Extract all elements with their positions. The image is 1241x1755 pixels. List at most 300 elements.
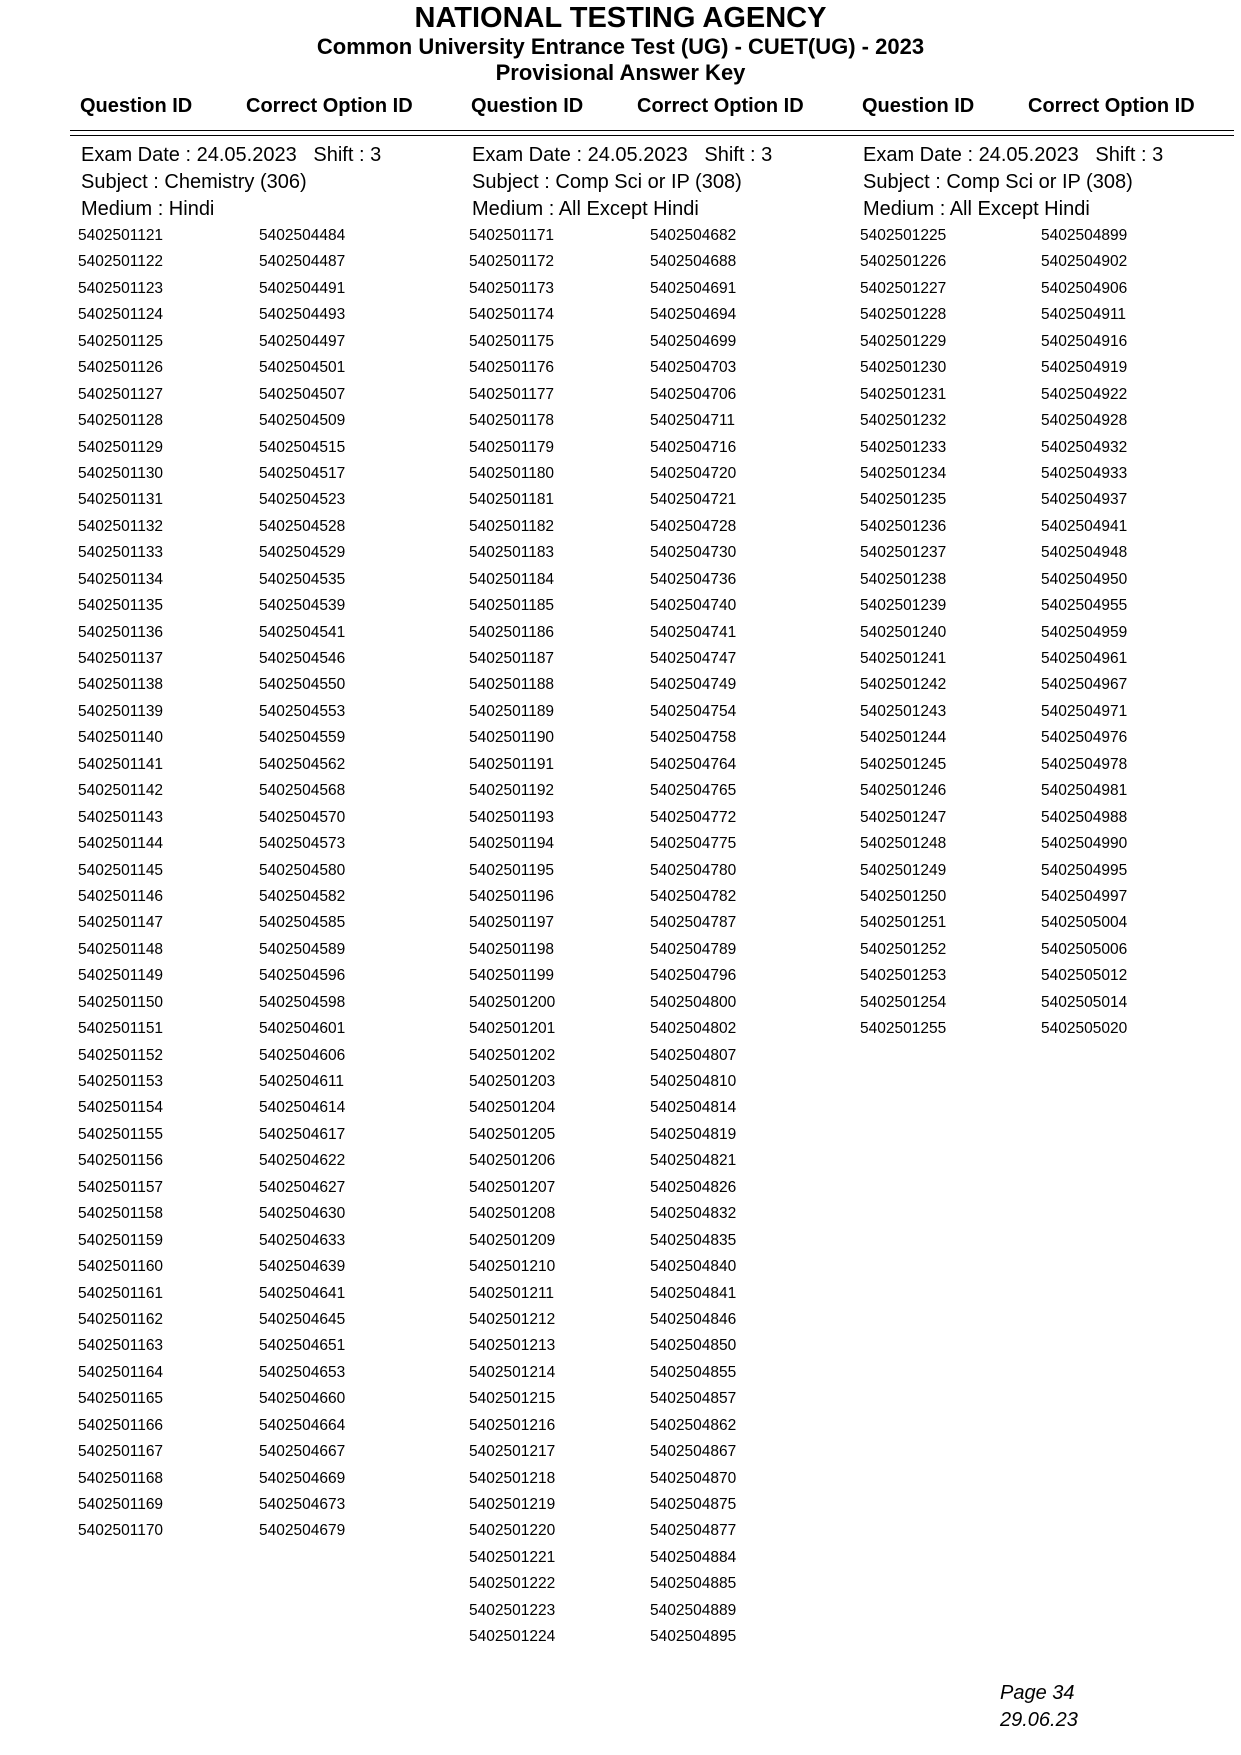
- question-id: 5402501236: [860, 517, 947, 535]
- answer-row: [78, 249, 471, 275]
- question-id: 5402501137: [78, 650, 164, 667]
- correct-option-id: 5402504937: [1041, 491, 1128, 509]
- answer-row: [78, 435, 471, 461]
- answer-row: [78, 1413, 471, 1439]
- correct-option-id: 5402504699: [650, 332, 737, 350]
- correct-option-id: 5402504730: [650, 544, 737, 562]
- correct-option-id: 5402504688: [650, 253, 737, 271]
- question-id: 5402501143: [78, 808, 164, 826]
- question-id: 5402501171: [469, 227, 555, 244]
- answer-row: [469, 382, 862, 408]
- answer-row: [78, 620, 471, 646]
- correct-option-id: 5402504667: [259, 1443, 346, 1461]
- answer-row: [78, 858, 471, 884]
- correct-option-id: 5402504933: [1041, 464, 1128, 482]
- correct-option-id: 5402504515: [259, 438, 346, 456]
- correct-option-id: 5402504703: [650, 359, 737, 377]
- correct-option-id: 5402504941: [1041, 517, 1128, 535]
- question-id: 5402501130: [78, 464, 164, 482]
- answer-row: [469, 461, 862, 487]
- medium: Medium : All Except Hindi: [472, 198, 699, 220]
- question-id: 5402501180: [469, 464, 555, 482]
- answer-row: [78, 990, 471, 1016]
- question-id: 5402501245: [860, 755, 947, 773]
- question-id: 5402501193: [469, 808, 555, 826]
- answer-row: [469, 1016, 862, 1042]
- question-id: 5402501251: [860, 914, 947, 932]
- correct-option-id: 5402504598: [259, 993, 346, 1011]
- correct-option-id: 5402504877: [650, 1522, 737, 1540]
- correct-option-id: 5402504850: [650, 1337, 737, 1355]
- correct-option-id: 5402505020: [1041, 1020, 1128, 1038]
- answer-row: [860, 461, 1241, 487]
- correct-option-id: 5402504630: [259, 1205, 346, 1223]
- question-id: 5402501206: [469, 1152, 556, 1170]
- answer-row: [78, 1281, 471, 1307]
- question-id: 5402501237: [860, 544, 947, 562]
- correct-option-id: 5402504819: [650, 1125, 737, 1143]
- question-id: 5402501127: [78, 385, 164, 403]
- answer-row: [78, 884, 471, 910]
- correct-option-id: 5402504754: [650, 702, 737, 720]
- question-id: 5402501199: [469, 967, 555, 985]
- question-id: 5402501147: [78, 914, 164, 932]
- column-header-correct-option-id: Correct Option ID: [246, 95, 413, 117]
- correct-option-id: 5402504585: [259, 914, 346, 932]
- answer-row: [860, 540, 1241, 566]
- question-id: 5402501146: [78, 887, 164, 905]
- answer-row: [469, 884, 862, 910]
- answer-row: [469, 1307, 862, 1333]
- correct-option-id: 5402504622: [259, 1152, 346, 1170]
- correct-option-id: 5402504694: [650, 306, 737, 324]
- question-id: 5402501136: [78, 623, 164, 641]
- correct-option-id: 5402504911: [1041, 306, 1127, 324]
- answer-row: [78, 699, 471, 725]
- shift: Shift : 3: [1095, 144, 1164, 166]
- question-id: 5402501163: [78, 1337, 164, 1355]
- question-id: 5402501234: [860, 464, 947, 482]
- answer-row: [78, 963, 471, 989]
- answer-row: [860, 276, 1241, 302]
- answer-row: [78, 752, 471, 778]
- question-id: 5402501174: [469, 306, 555, 324]
- correct-option-id: 5402504501: [259, 359, 346, 377]
- question-id: 5402501162: [78, 1310, 164, 1328]
- answer-list: [469, 223, 862, 1651]
- correct-option-id: 5402504922: [1041, 385, 1128, 403]
- answer-row: [78, 1466, 471, 1492]
- answer-row: [860, 672, 1241, 698]
- answer-row: [469, 435, 862, 461]
- exam-subtitle: Common University Entrance Test (UG) - CUET(UG) - 2023: [316, 34, 925, 59]
- correct-option-id: 5402504889: [650, 1601, 737, 1619]
- question-id: 5402501122: [78, 253, 164, 271]
- correct-option-id: 5402504988: [1041, 808, 1128, 826]
- agency-title: NATIONAL TESTING AGENCY: [414, 2, 827, 34]
- question-id: 5402501145: [78, 861, 164, 879]
- document-header: [0, 0, 1241, 86]
- question-id: 5402501181: [469, 491, 555, 509]
- correct-option-id: 5402504967: [1041, 676, 1128, 694]
- correct-option-id: 5402504641: [259, 1284, 346, 1302]
- question-id: 5402501179: [469, 438, 555, 456]
- question-id: 5402501224: [469, 1628, 556, 1646]
- answer-row: [78, 276, 471, 302]
- answer-row: [78, 1095, 471, 1121]
- question-id: 5402501197: [469, 914, 555, 932]
- answer-row: [469, 329, 862, 355]
- question-id: 5402501227: [860, 279, 947, 297]
- correct-option-id: 5402504961: [1041, 650, 1128, 667]
- answer-row: [860, 831, 1241, 857]
- correct-option-id: 5402504535: [259, 570, 346, 588]
- question-id: 5402501190: [469, 729, 555, 747]
- answer-row: [469, 1254, 862, 1280]
- correct-option-id: 5402504601: [259, 1020, 346, 1038]
- correct-option-id: 5402504862: [650, 1416, 737, 1434]
- correct-option-id: 5402504895: [650, 1628, 737, 1646]
- column-header-row: [0, 95, 1241, 127]
- medium: Medium : All Except Hindi: [863, 198, 1090, 220]
- question-id: 5402501235: [860, 491, 947, 509]
- correct-option-id: 5402504780: [650, 861, 737, 879]
- correct-option-id: 5402504919: [1041, 359, 1128, 377]
- answer-row: [78, 540, 471, 566]
- question-id: 5402501249: [860, 861, 947, 879]
- answer-row: [78, 408, 471, 434]
- question-id: 5402501241: [860, 650, 947, 667]
- correct-option-id: 5402504639: [259, 1258, 346, 1276]
- question-id: 5402501135: [78, 597, 164, 615]
- correct-option-id: 5402504507: [259, 385, 346, 403]
- question-id: 5402501229: [860, 332, 947, 350]
- answer-row: [469, 593, 862, 619]
- answer-row: [78, 1016, 471, 1042]
- correct-option-id: 5402504981: [1041, 782, 1128, 800]
- answer-row: [78, 1122, 471, 1148]
- answer-row: [860, 567, 1241, 593]
- correct-option-id: 5402505004: [1041, 914, 1128, 932]
- question-id: 5402501244: [860, 729, 947, 747]
- question-id: 5402501152: [78, 1046, 164, 1064]
- correct-option-id: 5402504814: [650, 1099, 737, 1117]
- correct-option-id: 5402504651: [259, 1337, 346, 1355]
- answer-row: [78, 1175, 471, 1201]
- question-id: 5402501202: [469, 1046, 556, 1064]
- answer-row: [469, 1069, 862, 1095]
- answer-row: [469, 540, 862, 566]
- answer-row: [469, 1466, 862, 1492]
- correct-option-id: 5402504841: [650, 1284, 737, 1302]
- question-id: 5402501154: [78, 1099, 164, 1117]
- correct-option-id: 5402504509: [259, 412, 346, 430]
- correct-option-id: 5402504826: [650, 1178, 737, 1196]
- answer-row: [469, 963, 862, 989]
- correct-option-id: 5402504846: [650, 1310, 737, 1328]
- question-id: 5402501255: [860, 1020, 947, 1038]
- correct-option-id: 5402504840: [650, 1258, 737, 1276]
- correct-option-id: 5402504669: [259, 1469, 346, 1487]
- correct-option-id: 5402504902: [1041, 253, 1128, 271]
- correct-option-id: 5402504617: [259, 1125, 346, 1143]
- answer-row: [78, 831, 471, 857]
- correct-option-id: 5402504664: [259, 1416, 346, 1434]
- question-id: 5402501129: [78, 438, 164, 456]
- question-id: 5402501239: [860, 597, 947, 615]
- answer-row: [78, 1228, 471, 1254]
- answer-row: [469, 1492, 862, 1518]
- question-id: 5402501233: [860, 438, 947, 456]
- question-id: 5402501141: [78, 755, 164, 773]
- question-id: 5402501246: [860, 782, 947, 800]
- answer-row: [469, 302, 862, 328]
- answer-row: [860, 699, 1241, 725]
- exam-date: Exam Date : 24.05.2023: [472, 144, 688, 166]
- correct-option-id: 5402504528: [259, 517, 346, 535]
- correct-option-id: 5402504906: [1041, 279, 1128, 297]
- question-id: 5402501230: [860, 359, 947, 377]
- correct-option-id: 5402504765: [650, 782, 737, 800]
- correct-option-id: 5402504749: [650, 676, 737, 694]
- answer-list: [78, 223, 471, 1545]
- question-id: 5402501157: [78, 1178, 164, 1196]
- correct-option-id: 5402504855: [650, 1363, 737, 1381]
- correct-option-id: 5402504747: [650, 650, 737, 667]
- answer-row: [78, 487, 471, 513]
- correct-option-id: 5402504573: [259, 835, 346, 853]
- answer-row: [860, 435, 1241, 461]
- correct-option-id: 5402504990: [1041, 835, 1128, 853]
- answer-row: [469, 1413, 862, 1439]
- exam-date-shift-line: [81, 142, 471, 169]
- answer-row: [469, 1333, 862, 1359]
- question-id: 5402501134: [78, 570, 164, 588]
- answer-row: [469, 937, 862, 963]
- answer-row: [469, 725, 862, 751]
- answer-row: [860, 990, 1241, 1016]
- correct-option-id: 5402504596: [259, 967, 346, 985]
- correct-option-id: 5402504523: [259, 491, 346, 509]
- answer-row: [469, 408, 862, 434]
- question-id: 5402501214: [469, 1363, 556, 1381]
- answer-block: [78, 142, 471, 1545]
- subject: Subject : Chemistry (306): [81, 171, 307, 193]
- question-id: 5402501205: [469, 1125, 556, 1143]
- question-id: 5402501128: [78, 412, 164, 430]
- correct-option-id: 5402504976: [1041, 729, 1128, 747]
- answer-row: [860, 725, 1241, 751]
- correct-option-id: 5402504782: [650, 887, 737, 905]
- question-id: 5402501188: [469, 676, 555, 694]
- column-header-correct-option-id: Correct Option ID: [637, 95, 804, 117]
- correct-option-id: 5402504721: [650, 491, 737, 509]
- correct-option-id: 5402504810: [650, 1073, 737, 1090]
- question-id: 5402501207: [469, 1178, 556, 1196]
- question-id: 5402501160: [78, 1258, 164, 1276]
- subject: Subject : Comp Sci or IP (308): [863, 171, 1133, 193]
- question-id: 5402501226: [860, 253, 947, 271]
- answer-row: [469, 990, 862, 1016]
- answer-row: [860, 593, 1241, 619]
- correct-option-id: 5402504491: [259, 279, 346, 297]
- answer-row: [78, 355, 471, 381]
- answer-row: [469, 672, 862, 698]
- correct-option-id: 5402504553: [259, 702, 346, 720]
- question-id: 5402501215: [469, 1390, 556, 1408]
- correct-option-id: 5402504541: [259, 623, 346, 641]
- question-id: 5402501123: [78, 279, 164, 297]
- correct-option-id: 5402504653: [259, 1363, 346, 1381]
- question-id: 5402501240: [860, 623, 947, 641]
- question-id: 5402501177: [469, 385, 555, 403]
- answer-row: [78, 1254, 471, 1280]
- correct-option-id: 5402504870: [650, 1469, 737, 1487]
- correct-option-id: 5402504633: [259, 1231, 346, 1249]
- correct-option-id: 5402504997: [1041, 887, 1128, 905]
- question-id: 5402501232: [860, 412, 947, 430]
- correct-option-id: 5402504728: [650, 517, 737, 535]
- answer-row: [860, 223, 1241, 249]
- correct-option-id: 5402504736: [650, 570, 737, 588]
- correct-option-id: 5402504589: [259, 940, 346, 958]
- answer-row: [78, 805, 471, 831]
- answer-row: [469, 752, 862, 778]
- answer-row: [469, 1148, 862, 1174]
- answer-row: [860, 302, 1241, 328]
- answer-row: [469, 355, 862, 381]
- column-header-correct-option-id: Correct Option ID: [1028, 95, 1195, 117]
- correct-option-id: 5402504835: [650, 1231, 737, 1249]
- correct-option-id: 5402504857: [650, 1390, 737, 1408]
- question-id: 5402501216: [469, 1416, 556, 1434]
- correct-option-id: 5402504720: [650, 464, 737, 482]
- question-id: 5402501223: [469, 1601, 556, 1619]
- question-id: 5402501225: [860, 227, 947, 244]
- answer-row: [78, 1307, 471, 1333]
- correct-option-id: 5402504611: [259, 1073, 345, 1090]
- answer-row: [860, 858, 1241, 884]
- answer-row: [469, 1175, 862, 1201]
- question-id: 5402501159: [78, 1231, 164, 1249]
- answer-row: [78, 1069, 471, 1095]
- question-id: 5402501175: [469, 332, 555, 350]
- answer-row: [78, 1386, 471, 1412]
- question-id: 5402501192: [469, 782, 555, 800]
- answer-row: [78, 910, 471, 936]
- question-id: 5402501133: [78, 544, 164, 562]
- correct-option-id: 5402504775: [650, 835, 737, 853]
- question-id: 5402501212: [469, 1310, 556, 1328]
- answer-row: [469, 1122, 862, 1148]
- answer-row: [860, 355, 1241, 381]
- answer-list: [860, 223, 1241, 1043]
- answer-row: [860, 620, 1241, 646]
- answer-row: [78, 646, 471, 672]
- correct-option-id: 5402504497: [259, 332, 346, 350]
- answer-row: [469, 831, 862, 857]
- footer-date: 29.06.23: [1000, 1709, 1078, 1731]
- question-id: 5402501217: [469, 1443, 556, 1461]
- question-id: 5402501138: [78, 676, 164, 694]
- answer-row: [469, 567, 862, 593]
- answer-row: [78, 725, 471, 751]
- answer-row: [78, 1201, 471, 1227]
- question-id: 5402501196: [469, 887, 555, 905]
- question-id: 5402501201: [469, 1020, 556, 1038]
- question-id: 5402501140: [78, 729, 164, 747]
- question-id: 5402501149: [78, 967, 164, 985]
- question-id: 5402501131: [78, 491, 164, 509]
- question-id: 5402501209: [469, 1231, 556, 1249]
- answer-row: [469, 1228, 862, 1254]
- exam-date-shift-line: [472, 142, 862, 169]
- correct-option-id: 5402504800: [650, 993, 737, 1011]
- question-id: 5402501125: [78, 332, 164, 350]
- answer-row: [469, 1571, 862, 1597]
- answer-row: [469, 858, 862, 884]
- answer-row: [469, 1545, 862, 1571]
- question-id: 5402501238: [860, 570, 947, 588]
- correct-option-id: 5402504673: [259, 1496, 346, 1513]
- correct-option-id: 5402504796: [650, 967, 737, 985]
- correct-option-id: 5402504487: [259, 253, 346, 271]
- answer-row: [469, 646, 862, 672]
- question-id: 5402501253: [860, 967, 947, 985]
- answer-row: [860, 910, 1241, 936]
- column-header-question-id: Question ID: [80, 95, 193, 117]
- correct-option-id: 5402505012: [1041, 967, 1128, 985]
- question-id: 5402501228: [860, 306, 947, 324]
- correct-option-id: 5402504875: [650, 1496, 737, 1513]
- question-id: 5402501191: [469, 755, 555, 773]
- correct-option-id: 5402504570: [259, 808, 346, 826]
- question-id: 5402501187: [469, 650, 555, 667]
- answer-row: [860, 408, 1241, 434]
- answer-row: [469, 514, 862, 540]
- answer-row: [469, 1518, 862, 1544]
- correct-option-id: 5402504764: [650, 755, 737, 773]
- answer-row: [78, 1439, 471, 1465]
- page-number: Page 34: [1000, 1682, 1075, 1704]
- correct-option-id: 5402504807: [650, 1046, 737, 1064]
- correct-option-id: 5402504948: [1041, 544, 1128, 562]
- question-id: 5402501210: [469, 1258, 556, 1276]
- correct-option-id: 5402504978: [1041, 755, 1128, 773]
- correct-option-id: 5402504711: [650, 412, 736, 430]
- answer-row: [469, 1281, 862, 1307]
- answer-row: [860, 805, 1241, 831]
- answer-row: [78, 382, 471, 408]
- correct-option-id: 5402504529: [259, 544, 346, 562]
- header-divider: [70, 135, 1234, 136]
- question-id: 5402501178: [469, 412, 555, 430]
- answer-row: [860, 884, 1241, 910]
- correct-option-id: 5402504995: [1041, 861, 1128, 879]
- correct-option-id: 5402504568: [259, 782, 346, 800]
- answer-row: [860, 646, 1241, 672]
- correct-option-id: 5402504899: [1041, 227, 1128, 244]
- question-id: 5402501189: [469, 702, 555, 720]
- answer-row: [469, 805, 862, 831]
- correct-option-id: 5402504955: [1041, 597, 1128, 615]
- question-id: 5402501169: [78, 1496, 164, 1513]
- question-id: 5402501166: [78, 1416, 164, 1434]
- question-id: 5402501186: [469, 623, 555, 641]
- answer-block: [469, 142, 862, 1651]
- correct-option-id: 5402504550: [259, 676, 346, 694]
- question-id: 5402501218: [469, 1469, 556, 1487]
